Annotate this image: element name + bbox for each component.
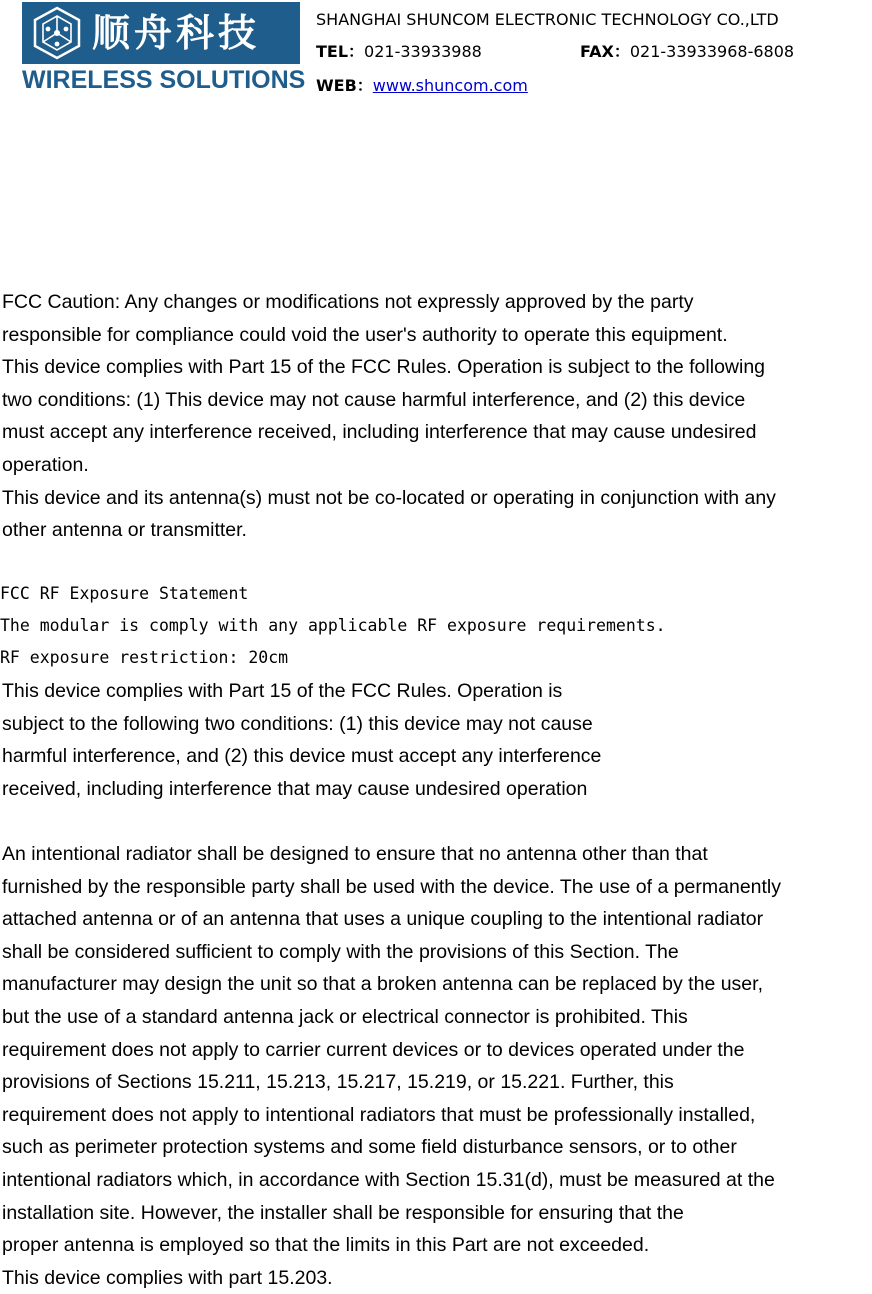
web-label: WEB：	[316, 76, 373, 95]
fcc-caution-section	[2, 286, 868, 547]
tel-line	[316, 42, 482, 62]
text-line: requirement does not apply to carrier current devices or to devices operated under the	[2, 1038, 745, 1061]
text-line: installation site. However, the installer shall be responsible for ensuring that the	[2, 1201, 684, 1224]
text-line: FCC Caution: Any changes or modifications not expressly approved by the party	[2, 291, 694, 313]
rf-exposure-section	[0, 578, 666, 674]
text-line: but the use of a standard antenna jack or electrical connector is prohibited. This	[2, 1005, 688, 1028]
text-line: attached antenna or of an antenna that uses a unique coupling to the intentional radiator	[2, 908, 764, 931]
intentional-radiator-section	[2, 838, 868, 1294]
text-line: shall be considered sufficient to comply with the provisions of this Section. The	[2, 940, 679, 963]
text-line: must accept any interference received, including interference that may cause undesired	[2, 421, 757, 444]
text-line: This device complies with Part 15 of the FCC Rules. Operation is subject to the following	[2, 356, 766, 379]
fax-line	[580, 42, 794, 62]
text-line: such as perimeter protection systems and some field disturbance sensors, or to other	[2, 1136, 737, 1159]
rf-exposure-title: FCC RF Exposure Statement	[0, 584, 249, 603]
logo-banner	[22, 2, 300, 64]
text-line: manufacturer may design the unit so that a broken antenna can be replaced by the user,	[2, 973, 763, 996]
text-line: responsible for compliance could void the user's authority to operate this equipment.	[2, 323, 728, 346]
hexagon-network-icon	[28, 4, 86, 62]
text-line: This device and its antenna(s) must not be co-located or operating in conjunction with any	[2, 486, 776, 509]
part15-section	[2, 675, 868, 805]
tel-label: TEL：	[316, 42, 365, 61]
text-line: proper antenna is employed so that the limits in this Part are not exceeded.	[2, 1234, 650, 1257]
text-line: furnished by the responsible party shall be used with the device. The use of a permanently	[2, 875, 782, 898]
website-link[interactable]: www.shuncom.com	[372, 76, 528, 95]
text-line: This device complies with Part 15 of the FCC Rules. Operation is	[2, 680, 563, 702]
text-line: subject to the following two conditions: (1) this device may not cause	[2, 712, 593, 735]
logo-chinese-name: 顺舟科技	[92, 11, 261, 55]
company-logo	[22, 2, 306, 94]
tel-number: 021-33933988	[364, 42, 482, 61]
text-line: received, including interference that may cause undesired operation	[2, 777, 588, 800]
company-name: SHANGHAI SHUNCOM ELECTRONIC TECHNOLOGY CO.,LTD	[316, 10, 779, 29]
text-line: operation.	[2, 453, 89, 476]
text-line: An intentional radiator shall be designed to ensure that no antenna other than that	[2, 843, 708, 865]
text-line: other antenna or transmitter.	[2, 519, 247, 542]
text-line: The modular is comply with any applicable RF exposure requirements.	[0, 616, 666, 635]
text-line: provisions of Sections 15.211, 15.213, 15.217, 15.219, or 15.221. Further, this	[2, 1071, 674, 1094]
text-line: This device complies with part 15.203.	[2, 1266, 333, 1289]
fax-number: 021-33933968-6808	[629, 42, 795, 61]
logo-english-tagline: WIRELESS SOLUTIONS	[22, 66, 306, 94]
text-line: harmful interference, and (2) this device must accept any interference	[2, 745, 602, 768]
text-line: requirement does not apply to intentional radiators that must be professionally installed,	[2, 1103, 756, 1126]
text-line: RF exposure restriction: 20cm	[0, 648, 289, 667]
text-line: two conditions: (1) This device may not cause harmful interference, and (2) this device	[2, 388, 746, 411]
web-line	[316, 76, 528, 96]
fax-label: FAX：	[580, 42, 630, 61]
text-line: intentional radiators which, in accordance with Section 15.31(d), must be measured at the	[2, 1168, 775, 1191]
